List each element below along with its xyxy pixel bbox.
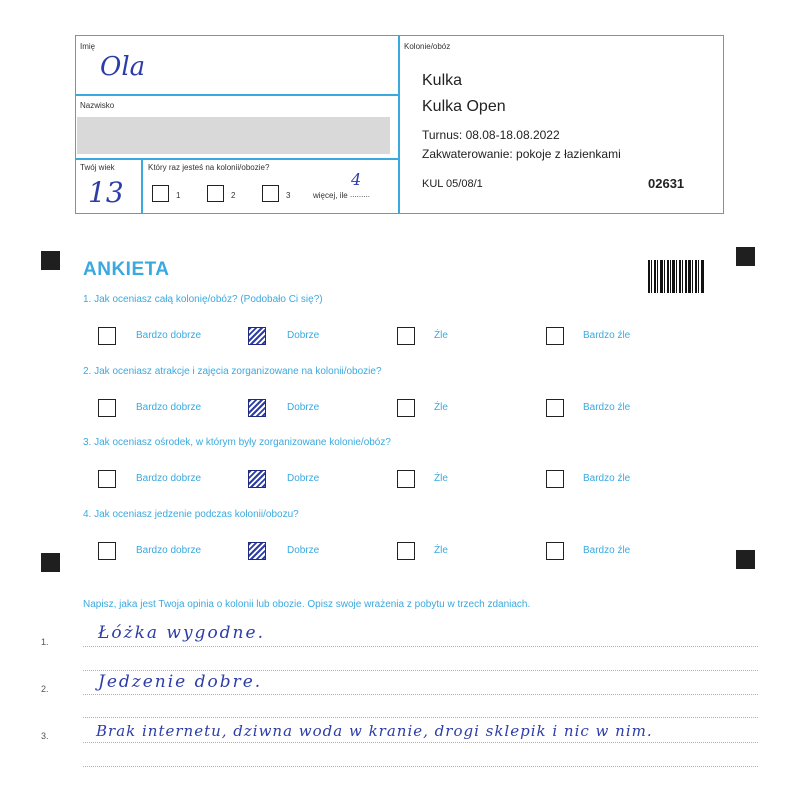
times-more-dots: ......... bbox=[350, 190, 371, 199]
answer-option-label: Bardzo źle bbox=[583, 545, 631, 556]
camp-name-1: Kulka bbox=[422, 72, 463, 89]
camp-label: Kolonie/obóz bbox=[404, 42, 451, 51]
registration-mark bbox=[41, 553, 60, 572]
answer-checkbox[interactable] bbox=[98, 327, 116, 345]
answer-option-label: Dobrze bbox=[287, 330, 320, 341]
answer-option-label: Źle bbox=[434, 330, 448, 341]
registration-mark bbox=[736, 550, 755, 569]
answer-option-label: Źle bbox=[434, 545, 448, 556]
answer-2[interactable]: Jedzenie dobre. bbox=[98, 672, 263, 692]
header-row-divider bbox=[75, 94, 399, 96]
question-text: 2. Jak oceniasz atrakcje i zajęcia zorganizowane na kolonii/obozie? bbox=[83, 366, 382, 377]
camp-code: KUL 05/08/1 bbox=[422, 178, 483, 190]
registration-mark bbox=[736, 247, 755, 266]
answer-checkbox[interactable] bbox=[98, 470, 116, 488]
answer-1[interactable]: Łóżka wygodne. bbox=[98, 623, 265, 643]
answer-checkbox[interactable] bbox=[98, 399, 116, 417]
answer-option-label: Bardzo dobrze bbox=[136, 545, 202, 556]
answer-checkbox[interactable] bbox=[546, 470, 564, 488]
question-text: 1. Jak oceniasz całą kolonię/obóz? (Podobało Ci się?) bbox=[83, 294, 323, 305]
header-row-divider bbox=[75, 158, 399, 160]
answer-checkbox[interactable] bbox=[397, 470, 415, 488]
accommodation: Zakwaterowanie: pokoje z łazienkami bbox=[422, 147, 621, 161]
answer-option-label: Dobrze bbox=[287, 402, 320, 413]
answer-line bbox=[83, 646, 758, 647]
times-option-1: 1 bbox=[176, 191, 181, 200]
answer-checkbox[interactable] bbox=[397, 399, 415, 417]
answer-3[interactable]: Brak internetu, dziwna woda w kranie, drogi sklepik i nic w nim. bbox=[96, 722, 653, 740]
answer-checkbox[interactable] bbox=[248, 470, 266, 488]
times-option-2: 2 bbox=[231, 191, 236, 200]
answer-checkbox[interactable] bbox=[397, 542, 415, 560]
answer-checkbox[interactable] bbox=[248, 327, 266, 345]
times-checkbox-2[interactable] bbox=[207, 185, 224, 202]
survey-title: ANKIETA bbox=[83, 259, 170, 280]
answer-option-label: Bardzo źle bbox=[583, 402, 631, 413]
age-label: Twój wiek bbox=[80, 163, 115, 172]
answer-checkbox[interactable] bbox=[546, 542, 564, 560]
answer-checkbox[interactable] bbox=[546, 399, 564, 417]
answer-line bbox=[83, 717, 758, 718]
answer-option-label: Bardzo źle bbox=[583, 473, 631, 484]
surname-label: Nazwisko bbox=[80, 101, 115, 110]
answer-option-label: Dobrze bbox=[287, 545, 320, 556]
times-more-value[interactable]: 4 bbox=[351, 170, 362, 189]
times-option-3: 3 bbox=[286, 191, 291, 200]
answer-checkbox[interactable] bbox=[248, 542, 266, 560]
answer-number-2: 2. bbox=[41, 684, 49, 694]
answer-option-label: Bardzo dobrze bbox=[136, 330, 202, 341]
times-checkbox-3[interactable] bbox=[262, 185, 279, 202]
answer-line bbox=[83, 742, 758, 743]
barcode bbox=[648, 260, 704, 293]
question-text: 3. Jak oceniasz ośrodek, w którym były zorganizowane kolonie/obóz? bbox=[83, 437, 391, 448]
answer-checkbox[interactable] bbox=[248, 399, 266, 417]
answer-option-label: Bardzo źle bbox=[583, 330, 631, 341]
name-value[interactable]: Ola bbox=[100, 52, 146, 82]
answer-line bbox=[83, 766, 758, 767]
answer-number-1: 1. bbox=[41, 637, 49, 647]
form-number: 02631 bbox=[648, 176, 685, 191]
header-col-divider bbox=[141, 158, 143, 214]
answer-option-label: Źle bbox=[434, 473, 448, 484]
registration-mark bbox=[41, 251, 60, 270]
answer-option-label: Bardzo dobrze bbox=[136, 473, 202, 484]
answer-option-label: Źle bbox=[434, 402, 448, 413]
surname-redaction bbox=[77, 117, 390, 154]
answer-checkbox[interactable] bbox=[397, 327, 415, 345]
answer-option-label: Dobrze bbox=[287, 473, 320, 484]
opinion-prompt: Napisz, jaka jest Twoja opinia o kolonii lub obozie. Opisz swoje wrażenia z pobytu w trzech zdaniach. bbox=[83, 599, 531, 610]
answer-line bbox=[83, 670, 758, 671]
turnus: Turnus: 08.08-18.08.2022 bbox=[422, 128, 560, 142]
header-divider bbox=[398, 35, 400, 214]
answer-checkbox[interactable] bbox=[546, 327, 564, 345]
times-label: Który raz jesteś na kolonii/obozie? bbox=[148, 163, 270, 172]
age-value[interactable]: 13 bbox=[88, 176, 124, 209]
answer-line bbox=[83, 694, 758, 695]
answer-checkbox[interactable] bbox=[98, 542, 116, 560]
question-text: 4. Jak oceniasz jedzenie podczas kolonii/obozu? bbox=[83, 509, 299, 520]
camp-name-2: Kulka Open bbox=[422, 98, 506, 115]
answer-option-label: Bardzo dobrze bbox=[136, 402, 202, 413]
answer-number-3: 3. bbox=[41, 731, 49, 741]
name-label: Imię bbox=[80, 42, 96, 51]
times-more-label: więcej, ile bbox=[313, 191, 348, 200]
times-checkbox-1[interactable] bbox=[152, 185, 169, 202]
